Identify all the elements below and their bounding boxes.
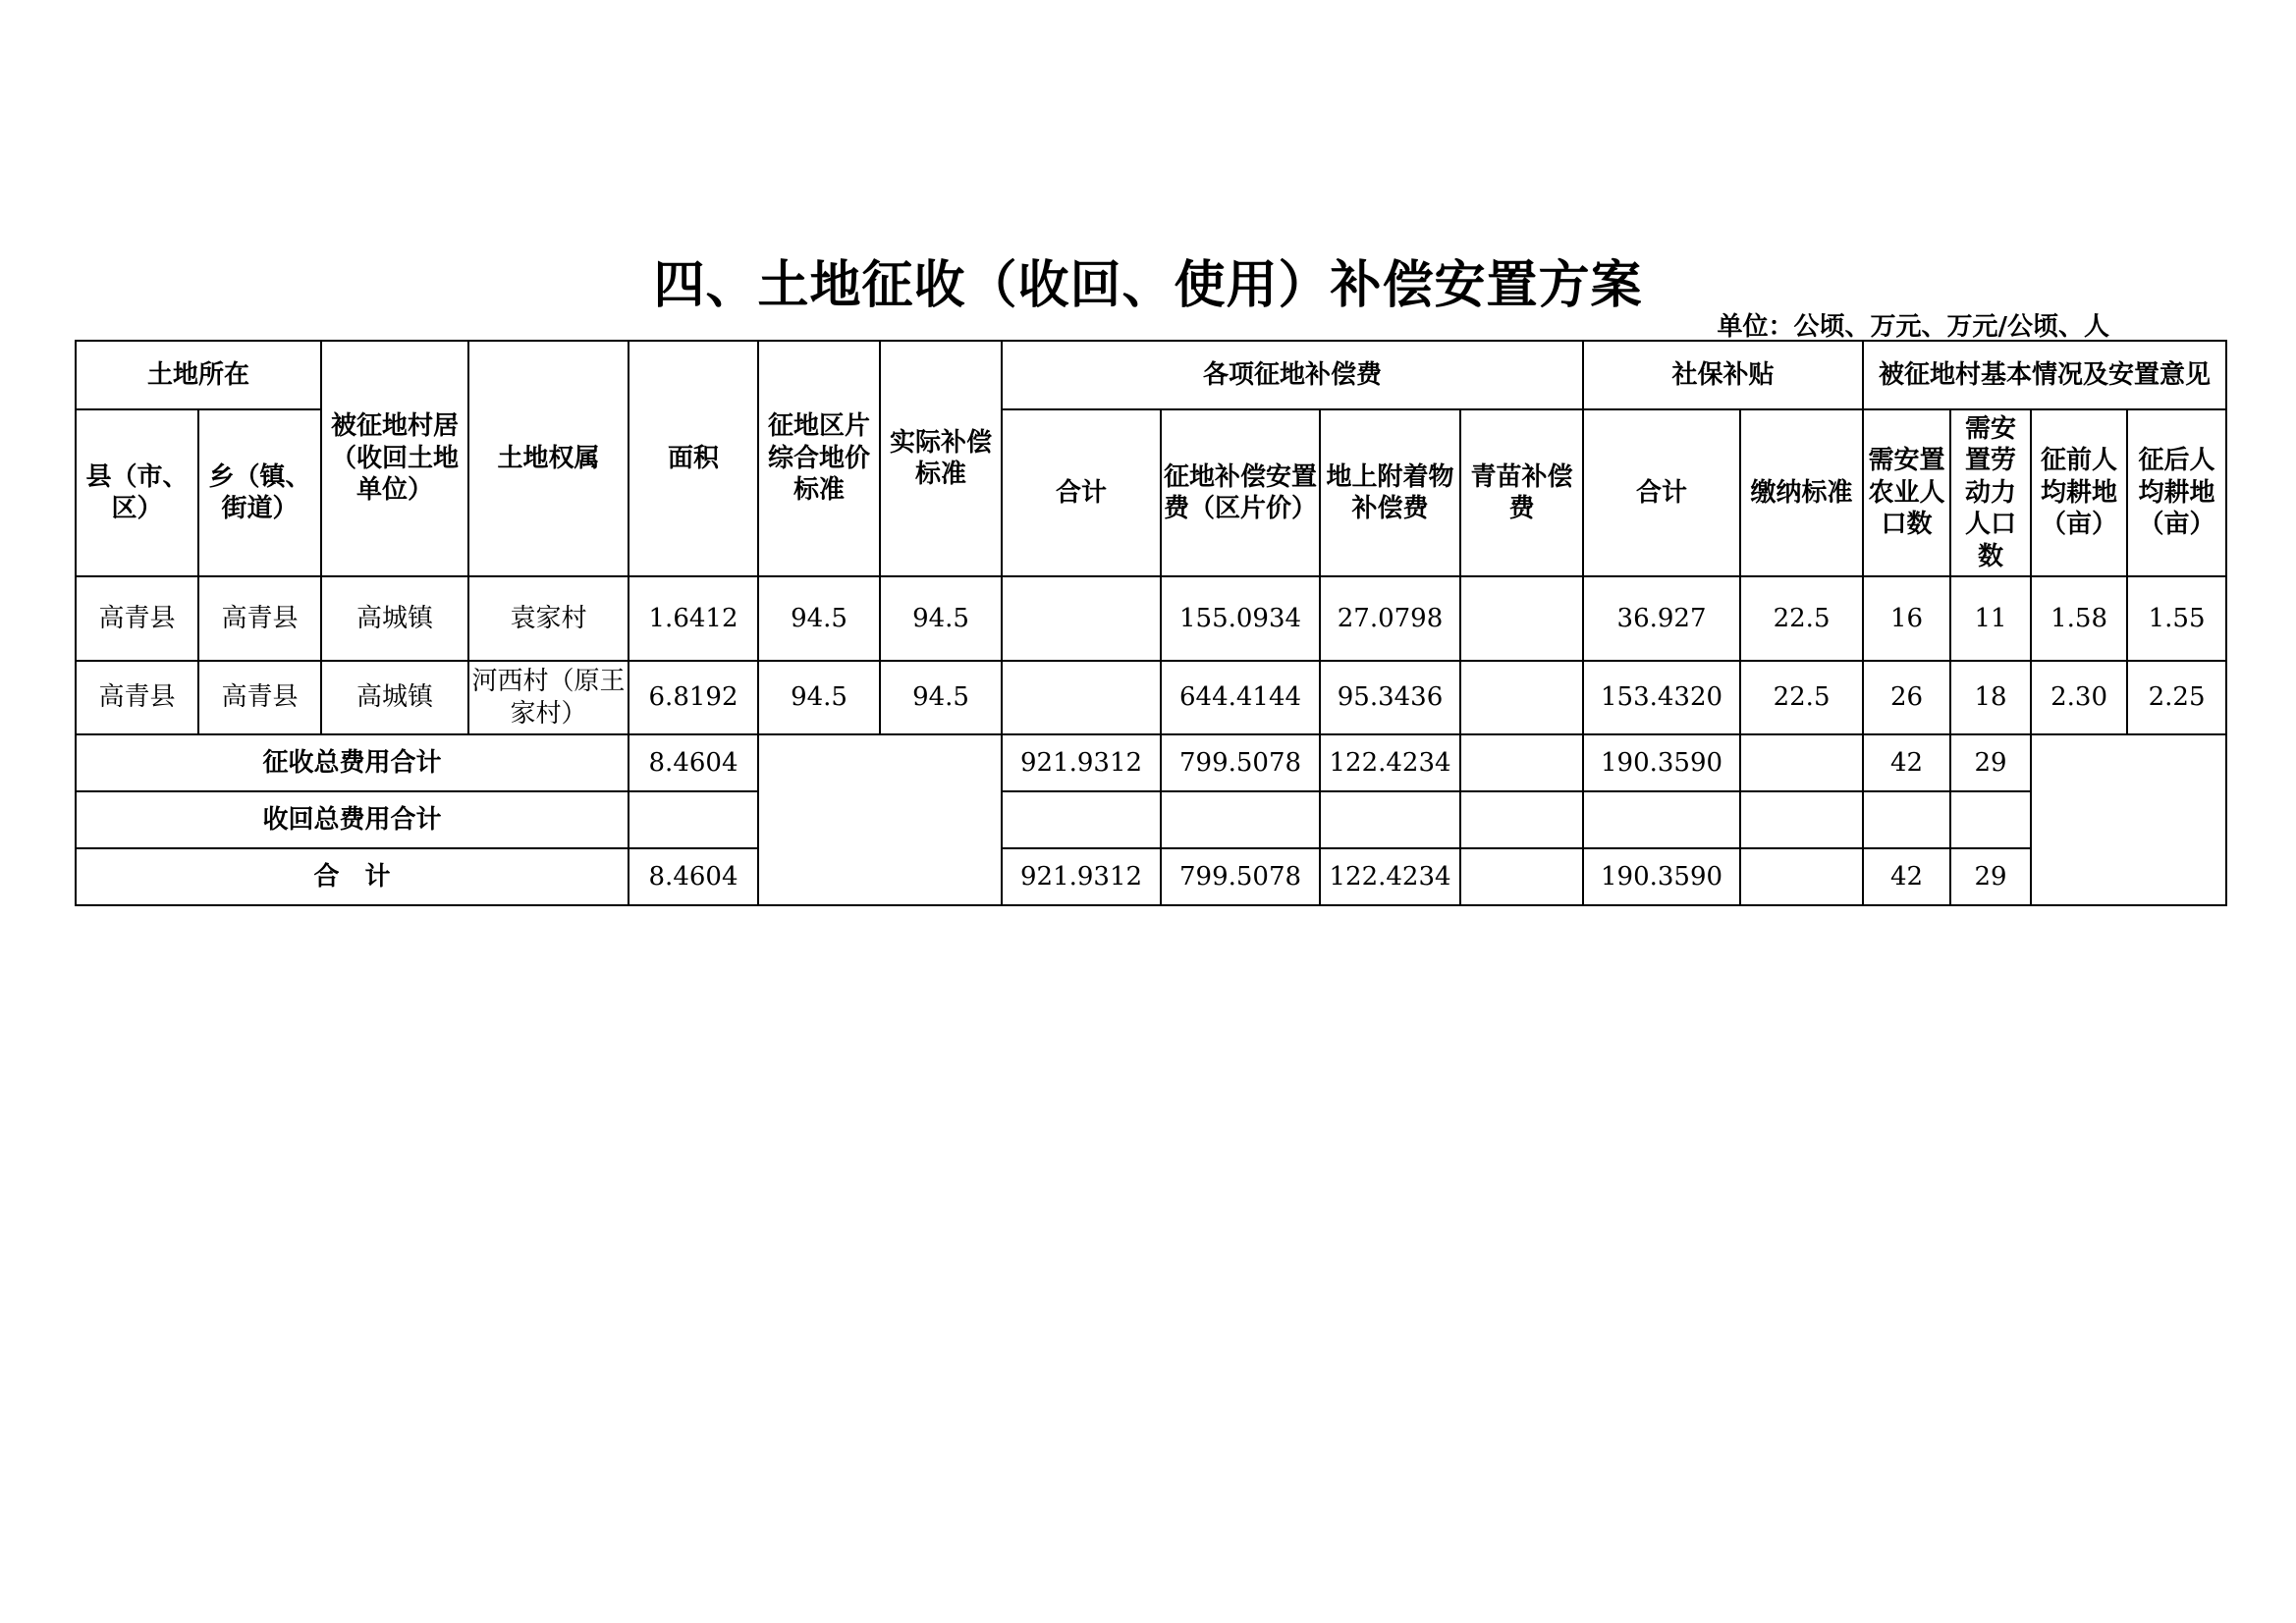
header-comp-total: 合计: [1002, 409, 1161, 576]
total-comp-total: [1002, 791, 1161, 848]
total-comp-resettle: [1161, 791, 1320, 848]
blank-standard-cell: [758, 734, 1002, 905]
cell-actual: 94.5: [880, 661, 1002, 734]
total-social-standard: [1740, 848, 1863, 905]
total-labor-pop: 29: [1950, 734, 2031, 791]
total-comp-total: 921.9312: [1002, 848, 1161, 905]
total-farm-pop: 42: [1863, 734, 1950, 791]
total-comp-attach: [1320, 791, 1460, 848]
cell-township: 高青县: [198, 576, 321, 661]
cell-comp-resettle: 155.0934: [1161, 576, 1320, 661]
header-land-after: 征后人均耕地（亩）: [2127, 409, 2226, 576]
total-social-standard: [1740, 734, 1863, 791]
cell-comp-crops: [1460, 576, 1583, 661]
total-labor-pop: 29: [1950, 848, 2031, 905]
header-village-info-group: 被征地村基本情况及安置意见: [1863, 341, 2226, 409]
cell-farm-pop: 16: [1863, 576, 1950, 661]
cell-township: 高青县: [198, 661, 321, 734]
total-label: 合 计: [76, 848, 629, 905]
cell-comp-total: [1002, 576, 1161, 661]
header-comp-crops: 青苗补偿费: [1460, 409, 1583, 576]
header-comp-attach: 地上附着物补偿费: [1320, 409, 1460, 576]
cell-county: 高青县: [76, 661, 198, 734]
cell-social-standard: 22.5: [1740, 576, 1863, 661]
unit-note: 单位：公顷、万元、万元/公顷、人: [1717, 312, 2109, 342]
cell-social-total: 36.927: [1583, 576, 1740, 661]
total-comp-crops: [1460, 848, 1583, 905]
header-location: 土地所在: [76, 341, 321, 409]
header-area: 面积: [629, 341, 758, 576]
header-comp-resettle: 征地补偿安置费（区片价）: [1161, 409, 1320, 576]
header-ownership: 土地权属: [468, 341, 629, 576]
cell-county: 高青县: [76, 576, 198, 661]
blank-land-cell: [2031, 734, 2226, 905]
total-comp-resettle: 799.5078: [1161, 734, 1320, 791]
compensation-table: [75, 340, 2227, 906]
cell-comp-resettle: 644.4144: [1161, 661, 1320, 734]
header-county: 县（市、区）: [76, 409, 198, 576]
header-social-standard: 缴纳标准: [1740, 409, 1863, 576]
total-area: 8.4604: [629, 734, 758, 791]
header-township: 乡（镇、街道）: [198, 409, 321, 576]
header-social-total: 合计: [1583, 409, 1740, 576]
cell-comp-crops: [1460, 661, 1583, 734]
total-labor-pop: [1950, 791, 2031, 848]
total-label: 征收总费用合计: [76, 734, 629, 791]
total-social-total: [1583, 791, 1740, 848]
cell-zone-price: 94.5: [758, 661, 880, 734]
cell-village: 高城镇: [321, 576, 468, 661]
cell-social-total: 153.4320: [1583, 661, 1740, 734]
cell-comp-total: [1002, 661, 1161, 734]
total-label: 收回总费用合计: [76, 791, 629, 848]
total-farm-pop: [1863, 791, 1950, 848]
cell-actual: 94.5: [880, 576, 1002, 661]
cell-land-after: 2.25: [2127, 661, 2226, 734]
cell-area: 6.8192: [629, 661, 758, 734]
cell-zone-price: 94.5: [758, 576, 880, 661]
total-social-standard: [1740, 791, 1863, 848]
total-comp-attach: 122.4234: [1320, 848, 1460, 905]
totals-row: [76, 734, 2226, 791]
cell-labor-pop: 11: [1950, 576, 2031, 661]
totals-row: [76, 791, 2226, 848]
total-farm-pop: 42: [1863, 848, 1950, 905]
table-row: [76, 576, 2226, 661]
table-row: [76, 661, 2226, 734]
cell-social-standard: 22.5: [1740, 661, 1863, 734]
header-land-before: 征前人均耕地（亩）: [2031, 409, 2127, 576]
header-farm-pop: 需安置农业人口数: [1863, 409, 1950, 576]
header-actual-standard: 实际补偿标准: [880, 341, 1002, 576]
cell-ownership: 河西村（原王家村）: [468, 661, 629, 734]
total-social-total: 190.3590: [1583, 734, 1740, 791]
cell-farm-pop: 26: [1863, 661, 1950, 734]
header-social-group: 社保补贴: [1583, 341, 1863, 409]
cell-land-before: 2.30: [2031, 661, 2127, 734]
total-area: [629, 791, 758, 848]
header-compensation-group: 各项征地补偿费: [1002, 341, 1583, 409]
cell-comp-attach: 27.0798: [1320, 576, 1460, 661]
total-social-total: 190.3590: [1583, 848, 1740, 905]
cell-ownership: 袁家村: [468, 576, 629, 661]
total-area: 8.4604: [629, 848, 758, 905]
cell-land-before: 1.58: [2031, 576, 2127, 661]
total-comp-crops: [1460, 791, 1583, 848]
cell-comp-attach: 95.3436: [1320, 661, 1460, 734]
cell-land-after: 1.55: [2127, 576, 2226, 661]
totals-row: [76, 848, 2226, 905]
total-comp-resettle: 799.5078: [1161, 848, 1320, 905]
total-comp-crops: [1460, 734, 1583, 791]
header-village: 被征地村居（收回土地单位）: [321, 341, 468, 576]
page-title: 四、土地征收（收回、使用）补偿安置方案: [653, 256, 1643, 315]
header-labor-pop: 需安置劳动力人口数: [1950, 409, 2031, 576]
total-comp-attach: 122.4234: [1320, 734, 1460, 791]
cell-area: 1.6412: [629, 576, 758, 661]
total-comp-total: 921.9312: [1002, 734, 1161, 791]
cell-labor-pop: 18: [1950, 661, 2031, 734]
header-zone-price: 征地区片综合地价标准: [758, 341, 880, 576]
cell-village: 高城镇: [321, 661, 468, 734]
